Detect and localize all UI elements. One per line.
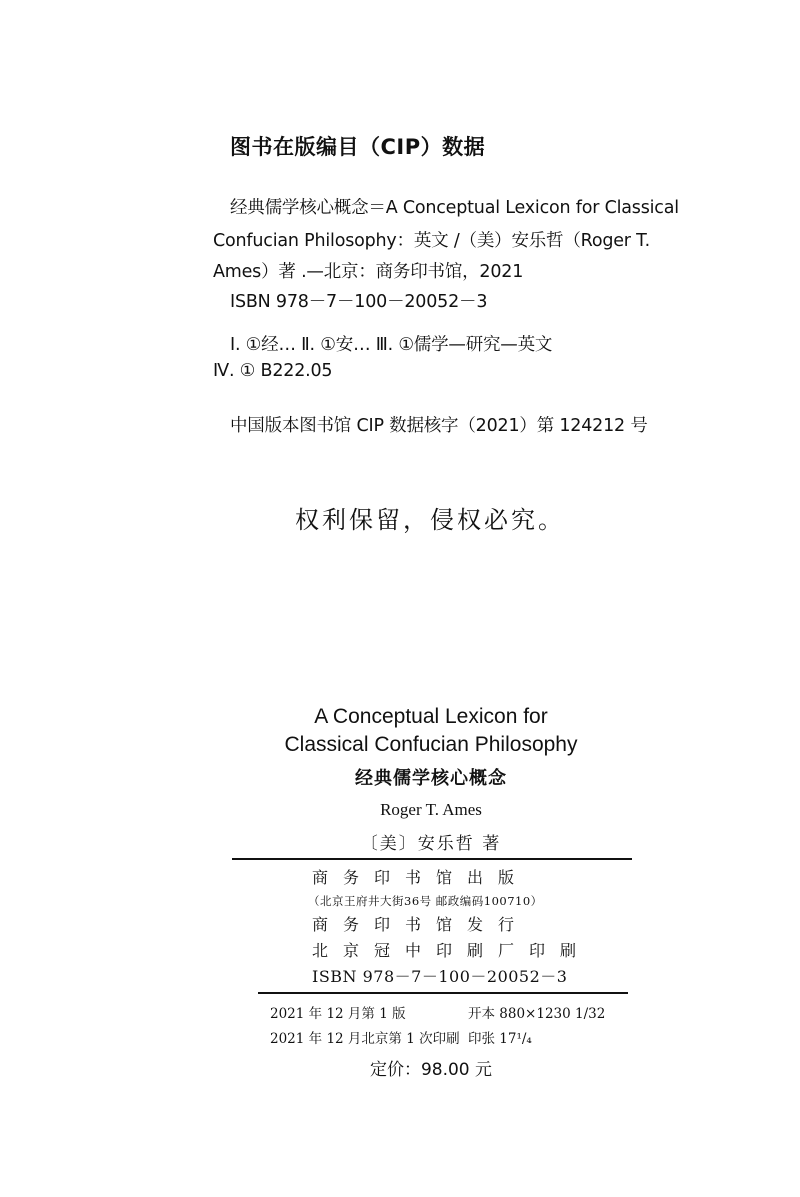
publisher-isbn: ISBN 978－7－100－20052－3: [312, 967, 568, 986]
cip-subject-line-1: Ⅰ. ①经… Ⅱ. ①安… Ⅲ. ①儒学—研究—英文: [230, 335, 553, 355]
cip-subject-line-2: Ⅳ. ① B222.05: [213, 361, 333, 381]
author-en: Roger T. Ames: [380, 800, 482, 819]
cip-heading: 图书在版编目（CIP）数据: [230, 135, 486, 159]
author-zh: 〔美〕安乐哲 著: [360, 834, 502, 854]
cip-isbn-line: ISBN 978－7－100－20052－3: [230, 292, 488, 312]
publisher-line: 商务印书馆出版: [312, 868, 530, 887]
top-rule: [232, 858, 632, 860]
printing-date: 2021 年 12 月北京第 1 次印刷: [270, 1031, 460, 1047]
title-en-line-1: A Conceptual Lexicon for: [314, 705, 548, 728]
price: 定价：98.00 元: [369, 1060, 493, 1080]
publisher-address: （北京王府井大街36号 邮政编码100710）: [308, 894, 543, 908]
edition-date: 2021 年 12 月第 1 版: [270, 1006, 406, 1022]
rights-notice: 权利保留，侵权必究。: [295, 506, 565, 534]
cip-number-line: 中国版本图书馆 CIP 数据核字（2021）第 124212 号: [230, 416, 648, 436]
cip-line-3: Ames）著 .—北京：商务印书馆，2021: [213, 262, 524, 282]
distributor-line: 商务印书馆发行: [312, 915, 530, 934]
edition-format: 开本 880×1230 1/32: [468, 1006, 606, 1022]
printer-line: 北京冠中印刷厂印刷: [312, 941, 592, 960]
title-zh: 经典儒学核心概念: [355, 768, 507, 789]
title-en-line-2: Classical Confucian Philosophy: [284, 733, 578, 756]
cip-line-2: Confucian Philosophy：英文 /（美）安乐哲（Roger T.: [213, 231, 650, 251]
printing-sheets: 印张 17¹/₄: [468, 1031, 532, 1047]
cip-line-1: 经典儒学核心概念＝A Conceptual Lexicon for Classical: [230, 198, 679, 218]
bottom-rule: [258, 992, 628, 994]
